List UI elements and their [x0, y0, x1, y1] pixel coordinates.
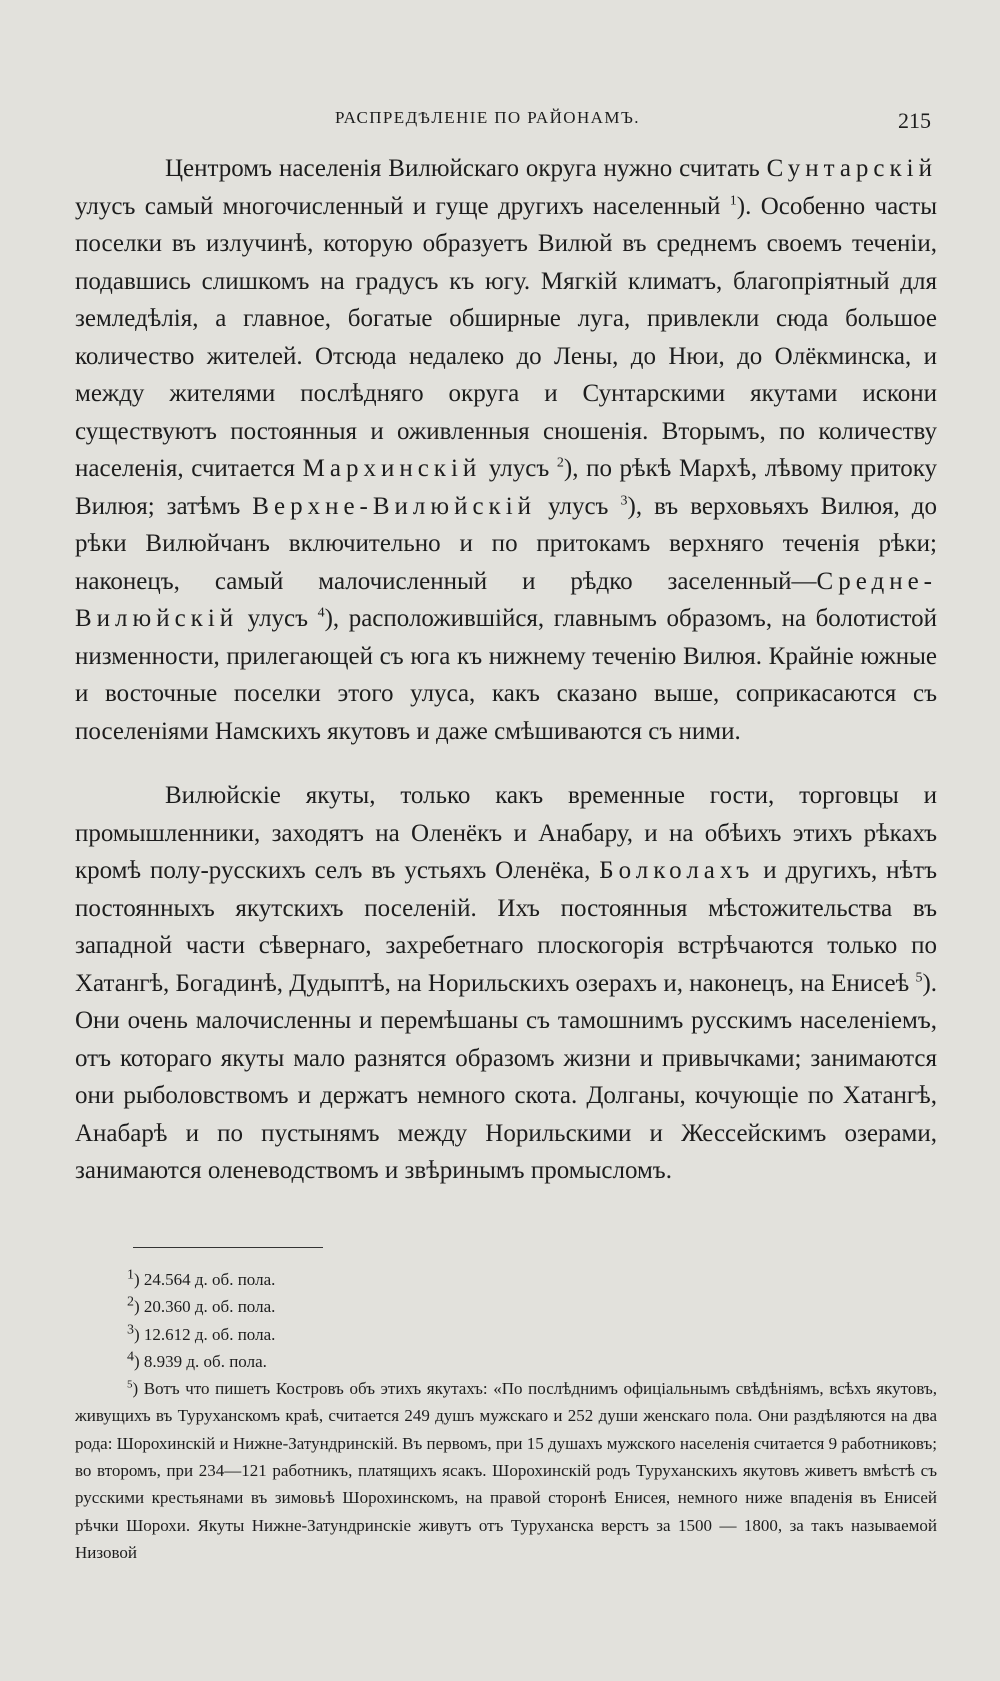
footnote-4 [75, 1348, 937, 1375]
main-text [75, 150, 937, 1190]
footnote-ref-4: 4 [317, 605, 325, 621]
footnote-1 [75, 1266, 937, 1293]
ulus-name-suntar: Сунтарскій [766, 155, 937, 182]
paragraph-1 [75, 150, 937, 750]
footnote-ref-5: 5 [915, 970, 923, 986]
text-run: ). Они очень малочисленны и перемѣшаны съ тамошнимъ русскимъ населеніемъ, отъ котораго якуты мало разнятся образомъ жизни и привычками; занимаются они рыболовствомъ и держатъ немного скота. Долганы, кочующіе по Хатангѣ, Анабарѣ и по пустынямъ между Норильскими и Жессейскимъ озерами, занимаются оленеводствомъ и звѣринымъ промысломъ. [75, 969, 938, 1184]
footnote-mark: 3 [127, 1321, 134, 1337]
text-run: улусъ [238, 605, 318, 632]
footnote-mark: 5 [127, 1378, 133, 1391]
text-run: улусъ самый многочисленный и гуще другихъ населенный [75, 192, 730, 220]
text-run: ), по рѣкѣ Мархѣ, лѣвому притоку Вилюя; затѣмъ [75, 455, 937, 520]
footnote-text: ) 8.939 д. об. пола. [134, 1351, 267, 1371]
text-run: Вилюйскіе якуты, только какъ временные гости, торговцы и промышленники, заходятъ на Оленёкъ и Анабару, и на обѣихъ этихъ рѣкахъ кромѣ полу-русскихъ селъ въ устьяхъ Оленёка, [75, 782, 937, 884]
ulus-name-middle-vilyui: Средне-Вилюйскій [75, 567, 937, 632]
footnote-ref-2: 2 [556, 455, 564, 471]
footnote-ref-1: 1 [729, 193, 737, 209]
place-name-bolkolakh: Болколахъ [599, 857, 755, 884]
paragraph-2 [75, 777, 937, 1190]
text-run: Центромъ населенія Вилюйскаго округа нужно считать [165, 155, 767, 182]
text-run: улусъ [536, 492, 621, 520]
footnote-text: ) 24.564 д. об. пола. [134, 1270, 276, 1289]
footnote-2 [75, 1293, 937, 1320]
text-run: и другихъ, нѣтъ постоянныхъ якутскихъ поселеній. Ихъ постоянныя мѣстожительства въ западной части сѣвернаго, захребетнаго плоскогорія встрѣчаются только по Хатангѣ, Богадинѣ, Дудыптѣ, на Норильскихъ озерахъ и, наконецъ, на Енисеѣ [75, 857, 937, 997]
footnote-mark: 4 [127, 1349, 134, 1365]
text-run: улусъ [481, 455, 557, 482]
text-run: ), въ верховьяхъ Вилюя, до рѣки Вилюйчанъ включительно и по притокамъ верхняго теченія рѣки; наконецъ, самый малочисленный и рѣдко заселенный— [75, 492, 937, 595]
ulus-name-markha: Мархинскій [302, 455, 482, 482]
text-run: ). Особенно часты поселки въ излучинѣ, которую образуетъ Вилюй въ среднемъ своемъ теченіи, подавшись слишкомъ на градусъ къ югу. Мягкій климатъ, благопріятный для земледѣлія, а главное, богатые обширные луга, привлекли сюда большое количество жителей. Отсюда недалеко до Лены, до Нюи, до Олёкминска, и между жителями послѣдняго округа и Сунтарскими якутами искони существуютъ постоянныя и оживленныя сношенія. Вторымъ, по количеству населенія, считается [75, 192, 937, 482]
footnote-ref-3: 3 [620, 493, 628, 509]
footnote-5 [75, 1375, 937, 1566]
footnote-mark: 1 [127, 1267, 134, 1283]
footnote-text: ) Вотъ что пишетъ Костровъ объ этихъ якутахъ: «По послѣднимъ офиціальнымъ свѣдѣніямъ, всѣхъ якутовъ, живущихъ въ Туруханскомъ краѣ, считается 249 душъ мужскаго и 252 души женскаго пола. Они раздѣляются на два рода: Шорохинскій и Нижне-Затундринскій. Въ первомъ, при 15 душахъ мужского населенія считается 9 работниковъ; во второмъ, при 234—121 работникъ, платящихъ ясакъ. Шорохинскій родъ Туруханскихъ якутовъ живетъ вмѣстѣ съ русскими крестьянами въ зимовьѣ Шорохинскомъ, на правой сторонѣ Енисея, немного ниже впаденія въ Енисей рѣчки Шорохи. Якуты Нижне-Затундринскіе живутъ отъ Туруханска верстъ за 1500 — 1800, за такъ называемой Низовой [75, 1379, 937, 1562]
footnote-3 [75, 1321, 937, 1348]
footnote-divider [133, 1247, 323, 1248]
ulus-name-upper-vilyui: Верхне-Вилюйскій [252, 492, 537, 520]
footnote-mark: 2 [127, 1294, 134, 1310]
page-number: 215 [898, 108, 931, 133]
footnote-text: ) 20.360 д. об. пола. [134, 1297, 276, 1317]
footnotes [75, 1266, 937, 1566]
running-head: РАСПРЕДѢЛЕНІЕ ПО РАЙОНАМЪ. [335, 108, 640, 127]
footnote-text: ) 12.612 д. об. пола. [134, 1324, 276, 1344]
text-run: ), расположившійся, главнымъ образомъ, на болотистой низменности, прилегающей съ юга къ нижнему теченію Вилюя. Крайніе южные и восточные поселки этого улуса, какъ сказано выше, соприкасаются съ поселеніями Намскихъ якутовъ и даже смѣшиваются съ ними. [75, 605, 937, 745]
